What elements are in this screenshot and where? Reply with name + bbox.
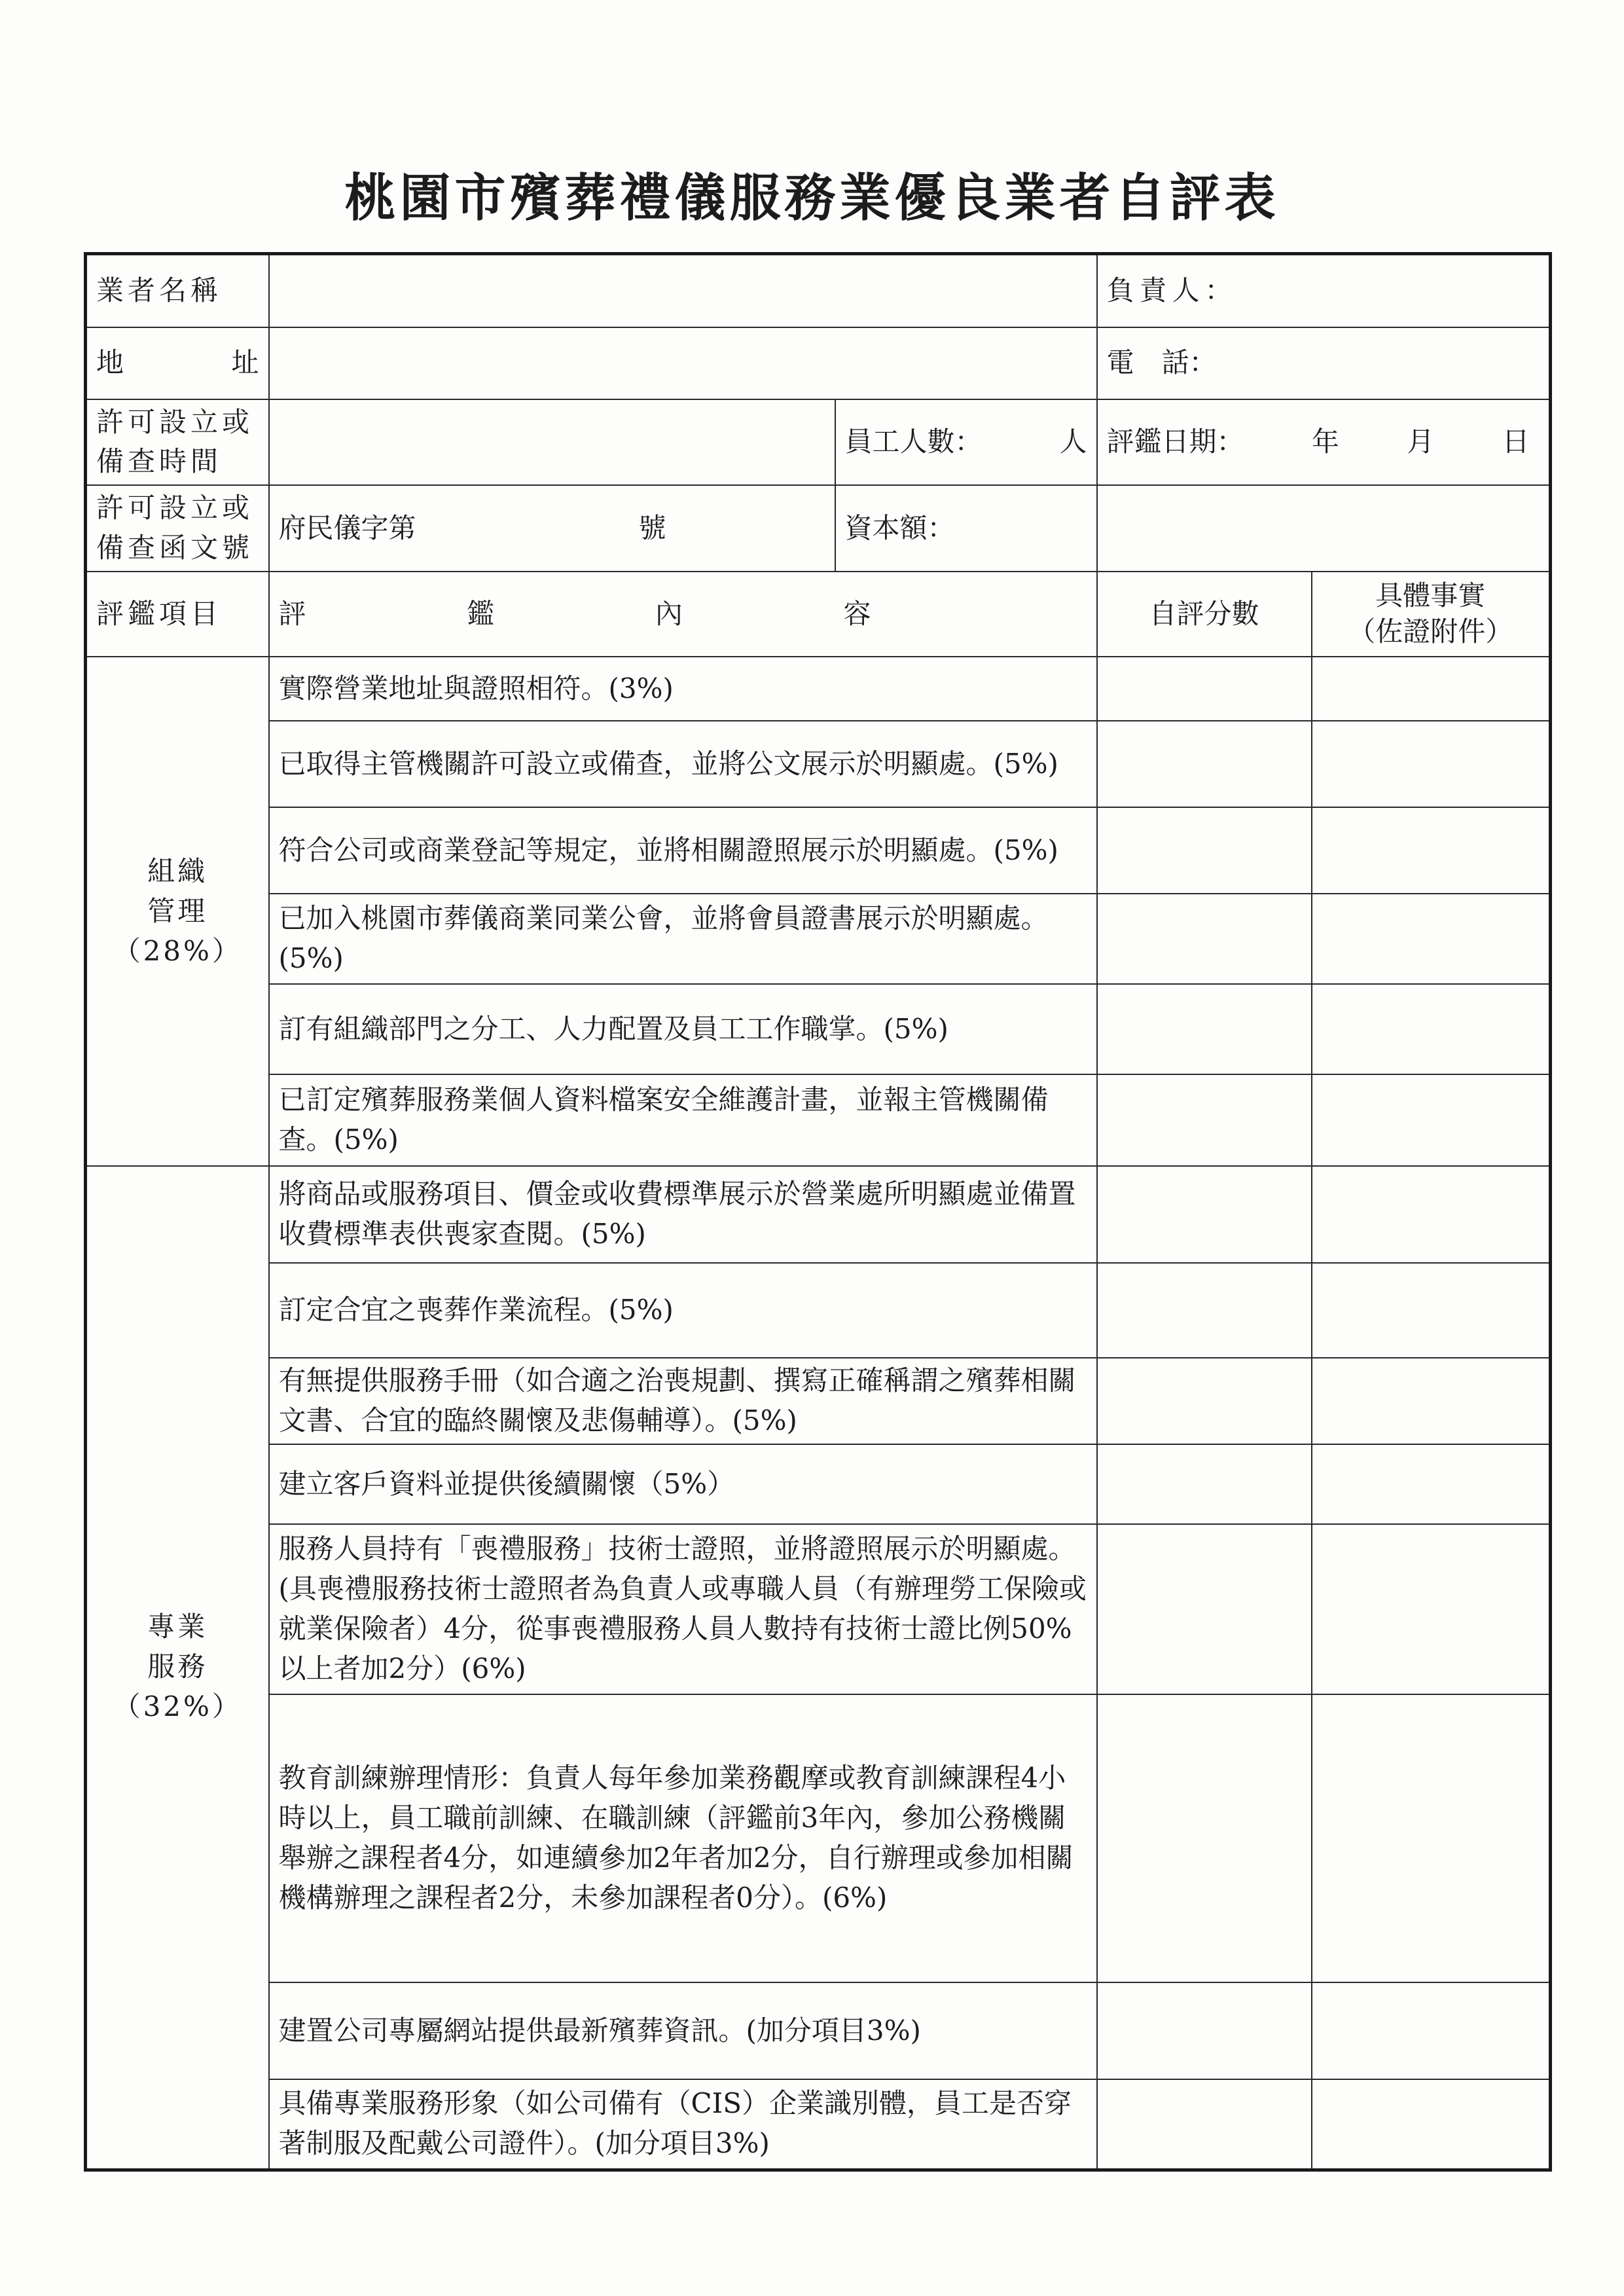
address-field[interactable] bbox=[269, 327, 1097, 399]
employees-field[interactable] bbox=[835, 399, 1097, 486]
evidence-cell[interactable] bbox=[1312, 894, 1551, 984]
date-year: 年 bbox=[1311, 425, 1339, 458]
col-header-evidence: 具體事實 （佐證附件） bbox=[1312, 572, 1551, 657]
criterion-row: 將商品或服務項目、價金或收費標準展示於營業處所明顯處並備置收費標準表供喪家查閱。(5%) bbox=[269, 1166, 1097, 1263]
evidence-cell[interactable] bbox=[1312, 657, 1551, 721]
company-name-label: 業者名稱 bbox=[86, 254, 269, 327]
criterion-row: 建置公司專屬網站提供最新殯葬資訊。(加分項目3%) bbox=[269, 1982, 1097, 2079]
employees-unit: 人 bbox=[1059, 425, 1087, 458]
permit-doc-prefix: 府民儀字第 bbox=[278, 511, 416, 544]
evidence-cell[interactable] bbox=[1312, 2079, 1551, 2170]
permit-doc-label: 許可設立或備查函文號 bbox=[86, 485, 269, 572]
phone-field[interactable] bbox=[1097, 327, 1551, 399]
permit-time-label: 許可設立或備查時間 bbox=[86, 399, 269, 486]
address-label: 地 址 bbox=[86, 327, 269, 399]
self-score-cell[interactable] bbox=[1097, 1358, 1312, 1444]
form-title: 桃園市殯葬禮儀服務業優良業者自評表 bbox=[344, 168, 1280, 228]
phone-label: 電 話： bbox=[1106, 346, 1217, 379]
permit-doc-field[interactable] bbox=[269, 485, 835, 572]
col-header-item: 評鑑項目 bbox=[86, 572, 269, 657]
self-score-cell[interactable] bbox=[1097, 2079, 1312, 2170]
eval-date-field[interactable] bbox=[1097, 399, 1551, 486]
self-score-cell[interactable] bbox=[1097, 1694, 1312, 1982]
employees-label: 員工人數： bbox=[844, 425, 983, 458]
owner-label: 負責人： bbox=[1106, 274, 1238, 306]
evidence-cell[interactable] bbox=[1312, 1444, 1551, 1524]
section-professional-service: 專業 服務 （32%） bbox=[86, 1166, 269, 2170]
criterion-row: 具備專業服務形象（如公司備有（CIS）企業識別體，員工是否穿著制服及配戴公司證件）。(加分項目3%) bbox=[269, 2079, 1097, 2170]
criterion-row: 有無提供服務手冊（如合適之治喪規劃、撰寫正確稱謂之殯葬相關文書、合宜的臨終關懷及悲傷輔導）。(5%) bbox=[269, 1358, 1097, 1444]
evidence-cell[interactable] bbox=[1312, 1524, 1551, 1694]
self-score-cell[interactable] bbox=[1097, 984, 1312, 1074]
section-organization-management: 組織 管理 （28%） bbox=[86, 657, 269, 1166]
capital-field[interactable] bbox=[1097, 485, 1551, 572]
evidence-cell[interactable] bbox=[1312, 807, 1551, 894]
self-score-cell[interactable] bbox=[1097, 1166, 1312, 1263]
criterion-row: 實際營業地址與證照相符。(3%) bbox=[269, 657, 1097, 721]
self-score-cell[interactable] bbox=[1097, 1074, 1312, 1166]
self-score-cell[interactable] bbox=[1097, 657, 1312, 721]
criterion-row: 訂定合宜之喪葬作業流程。(5%) bbox=[269, 1263, 1097, 1358]
criterion-row: 建立客戶資料並提供後續關懷（5%） bbox=[269, 1444, 1097, 1524]
evidence-cell[interactable] bbox=[1312, 1074, 1551, 1166]
company-name-field[interactable] bbox=[269, 254, 1097, 327]
criterion-row: 服務人員持有「喪禮服務」技術士證照，並將證照展示於明顯處。(具喪禮服務技術士證照者為負責人或專職人員（有辦理勞工保險或就業保險者）4分，從事喪禮服務人員人數持有技術士證比例50%以上者加2分）(6%) bbox=[269, 1524, 1097, 1694]
criterion-row: 訂有組織部門之分工、人力配置及員工工作職掌。(5%) bbox=[269, 984, 1097, 1074]
date-day: 日 bbox=[1502, 425, 1530, 458]
evidence-cell[interactable] bbox=[1312, 1263, 1551, 1358]
col-header-content: 評 鑑 內 容 bbox=[269, 572, 1097, 657]
evidence-cell[interactable] bbox=[1312, 984, 1551, 1074]
self-score-cell[interactable] bbox=[1097, 1982, 1312, 2079]
criterion-row: 已取得主管機關許可設立或備查，並將公文展示於明顯處。(5%) bbox=[269, 721, 1097, 807]
evidence-cell[interactable] bbox=[1312, 1694, 1551, 1982]
self-evaluation-table bbox=[84, 252, 1552, 2172]
date-month: 月 bbox=[1407, 425, 1435, 458]
eval-date-label: 評鑑日期： bbox=[1106, 425, 1244, 458]
owner-field[interactable] bbox=[1097, 254, 1551, 327]
self-score-cell[interactable] bbox=[1097, 807, 1312, 894]
permit-time-field[interactable] bbox=[269, 399, 835, 486]
permit-doc-suffix: 號 bbox=[638, 511, 666, 544]
capital-label: 資本額： bbox=[835, 485, 1097, 572]
self-score-cell[interactable] bbox=[1097, 1444, 1312, 1524]
evidence-cell[interactable] bbox=[1312, 721, 1551, 807]
criterion-row: 已訂定殯葬服務業個人資料檔案安全維護計畫，並報主管機關備查。(5%) bbox=[269, 1074, 1097, 1166]
criterion-row: 已加入桃園市葬儀商業同業公會，並將會員證書展示於明顯處。(5%) bbox=[269, 894, 1097, 984]
self-score-cell[interactable] bbox=[1097, 721, 1312, 807]
evidence-cell[interactable] bbox=[1312, 1358, 1551, 1444]
self-score-cell[interactable] bbox=[1097, 1524, 1312, 1694]
self-score-cell[interactable] bbox=[1097, 1263, 1312, 1358]
evidence-cell[interactable] bbox=[1312, 1982, 1551, 2079]
self-score-cell[interactable] bbox=[1097, 894, 1312, 984]
evidence-cell[interactable] bbox=[1312, 1166, 1551, 1263]
col-header-self-score: 自評分數 bbox=[1097, 572, 1312, 657]
criterion-row: 符合公司或商業登記等規定，並將相關證照展示於明顯處。(5%) bbox=[269, 807, 1097, 894]
criterion-row: 教育訓練辦理情形：負責人每年參加業務觀摩或教育訓練課程4小時以上，員工職前訓練、在職訓練（評鑑前3年內，參加公務機關舉辦之課程者4分，如連續參加2年者加2分，自行辦理或參加相關機構辦理之課程者2分，未參加課程者0分）。(6%) bbox=[269, 1694, 1097, 1982]
